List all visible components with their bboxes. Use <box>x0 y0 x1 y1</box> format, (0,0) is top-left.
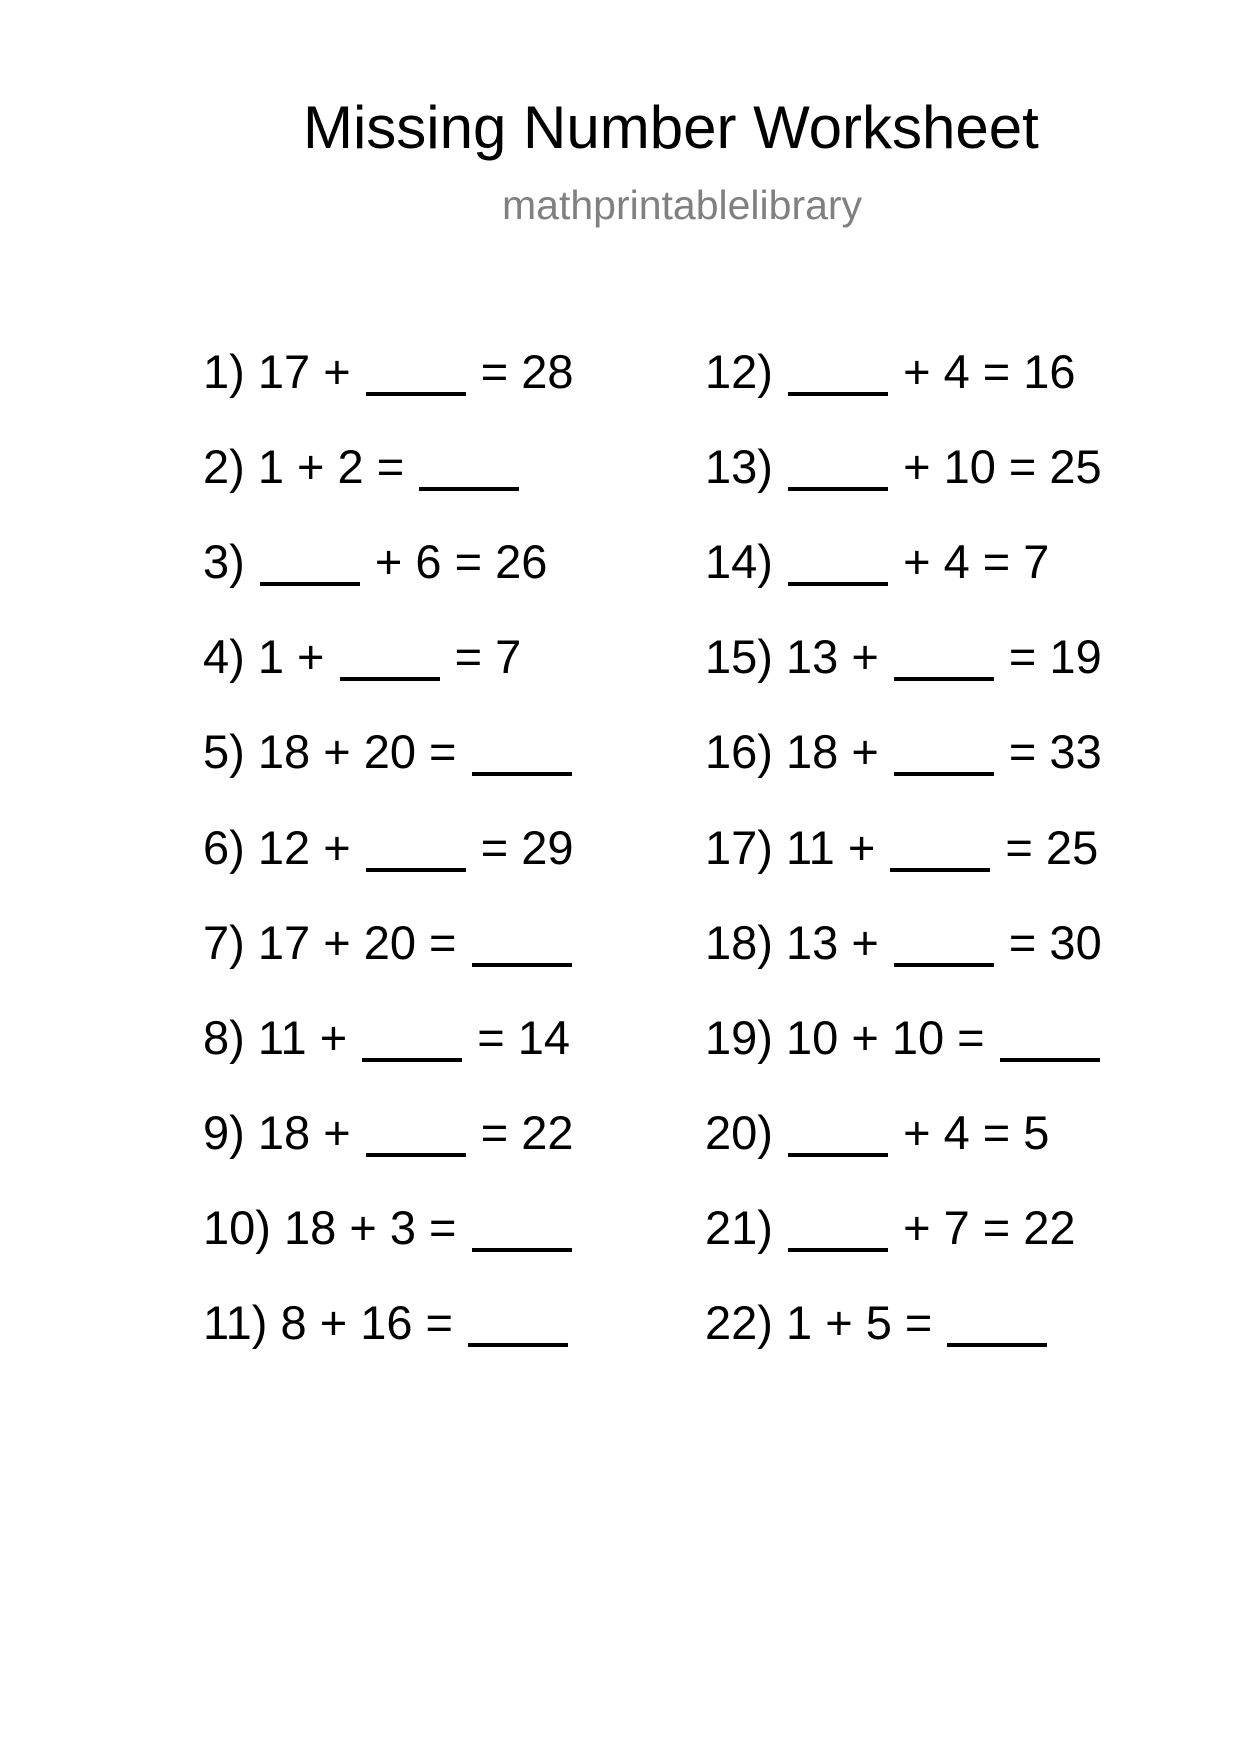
answer-blank[interactable] <box>472 772 572 776</box>
problem-9 <box>203 1105 574 1161</box>
problem-after: = 22 <box>480 1106 574 1159</box>
answer-blank[interactable] <box>468 1343 568 1347</box>
problem-number: 13) <box>705 440 773 493</box>
problem-number: 8) <box>203 1011 245 1064</box>
problem-after: + 4 = 16 <box>903 345 1076 398</box>
problem-14 <box>705 534 1049 590</box>
problem-number: 4) <box>203 630 245 683</box>
problem-before: 18 + 3 = <box>284 1201 457 1254</box>
answer-blank[interactable] <box>366 1153 466 1157</box>
problem-19 <box>705 1010 1102 1066</box>
problem-before: 18 + <box>786 725 879 778</box>
problem-number: 16) <box>705 725 773 778</box>
problem-number: 18) <box>705 916 773 969</box>
problem-before: 18 + <box>257 1106 351 1159</box>
problem-before: 17 + <box>257 345 351 398</box>
answer-blank[interactable] <box>340 677 440 681</box>
problem-4 <box>203 629 521 685</box>
problem-13 <box>705 439 1102 495</box>
problem-before: 1 + 5 = <box>786 1296 933 1349</box>
problem-before: 12 + <box>257 821 351 874</box>
answer-blank[interactable] <box>890 868 990 872</box>
problem-17 <box>705 820 1098 876</box>
problem-18 <box>705 915 1102 971</box>
worksheet-title: Missing Number Worksheet <box>303 94 1039 161</box>
problem-5 <box>203 724 574 780</box>
problem-number: 20) <box>705 1106 773 1159</box>
problem-after: + 4 = 7 <box>903 535 1050 588</box>
problem-number: 1) <box>203 345 245 398</box>
problem-2 <box>203 439 521 495</box>
problem-number: 15) <box>705 630 773 683</box>
problem-number: 5) <box>203 725 245 778</box>
problem-before: 17 + 20 = <box>257 916 457 969</box>
problem-number: 11) <box>203 1296 268 1349</box>
problem-after: = 28 <box>480 345 574 398</box>
problem-after: + 4 = 5 <box>903 1106 1050 1159</box>
answer-blank[interactable] <box>1000 1058 1100 1062</box>
answer-blank[interactable] <box>366 392 466 396</box>
problem-number: 14) <box>705 535 773 588</box>
problem-after: = 14 <box>477 1011 571 1064</box>
answer-blank[interactable] <box>788 392 888 396</box>
problem-1 <box>203 344 574 400</box>
problem-before: 8 + 16 = <box>280 1296 454 1349</box>
worksheet-subtitle: mathprintablelibrary <box>502 182 863 228</box>
problem-before: 1 + 2 = <box>257 440 405 493</box>
problem-15 <box>705 629 1102 685</box>
answer-blank[interactable] <box>472 1248 572 1252</box>
problem-number: 17) <box>705 821 773 874</box>
problem-before: 13 + <box>786 630 879 683</box>
answer-blank[interactable] <box>947 1343 1047 1347</box>
answer-blank[interactable] <box>362 1058 462 1062</box>
problem-before: 11 + <box>786 821 876 874</box>
problem-before: 13 + <box>786 916 879 969</box>
problem-after: + 6 = 26 <box>374 535 548 588</box>
problem-after: = 29 <box>480 821 574 874</box>
problem-number: 3) <box>203 535 245 588</box>
problem-after: = 33 <box>1008 725 1102 778</box>
answer-blank[interactable] <box>894 772 994 776</box>
problem-number: 19) <box>705 1011 773 1064</box>
problem-after: + 10 = 25 <box>903 440 1102 493</box>
answer-blank[interactable] <box>419 487 519 491</box>
problem-after: = 7 <box>454 630 522 683</box>
problem-number: 9) <box>203 1106 245 1159</box>
problem-after: = 25 <box>1005 821 1099 874</box>
problem-after: + 7 = 22 <box>903 1201 1076 1254</box>
problem-number: 2) <box>203 440 245 493</box>
problem-after: = 30 <box>1008 916 1102 969</box>
problem-number: 21) <box>705 1201 773 1254</box>
problem-before: 1 + <box>257 630 325 683</box>
answer-blank[interactable] <box>260 582 360 586</box>
problem-16 <box>705 724 1102 780</box>
problem-before: 18 + 20 = <box>257 725 457 778</box>
answer-blank[interactable] <box>788 582 888 586</box>
problem-number: 10) <box>203 1201 271 1254</box>
answer-blank[interactable] <box>472 963 572 967</box>
problem-12 <box>705 344 1076 400</box>
answer-blank[interactable] <box>366 868 466 872</box>
problem-number: 12) <box>705 345 773 398</box>
problem-7 <box>203 915 574 971</box>
problem-11 <box>203 1295 570 1351</box>
problem-8 <box>203 1010 570 1066</box>
problem-before: 11 + <box>257 1011 348 1064</box>
problem-3 <box>203 534 547 590</box>
answer-blank[interactable] <box>788 1153 888 1157</box>
problem-6 <box>203 820 574 876</box>
problem-before: 10 + 10 = <box>786 1011 985 1064</box>
problem-number: 6) <box>203 821 245 874</box>
answer-blank[interactable] <box>894 963 994 967</box>
problem-number: 22) <box>705 1296 773 1349</box>
problem-10 <box>203 1200 574 1256</box>
answer-blank[interactable] <box>788 487 888 491</box>
problem-22 <box>705 1295 1049 1351</box>
problem-21 <box>705 1200 1076 1256</box>
problem-after: = 19 <box>1008 630 1102 683</box>
problem-number: 7) <box>203 916 245 969</box>
answer-blank[interactable] <box>894 677 994 681</box>
answer-blank[interactable] <box>788 1248 888 1252</box>
problem-20 <box>705 1105 1049 1161</box>
